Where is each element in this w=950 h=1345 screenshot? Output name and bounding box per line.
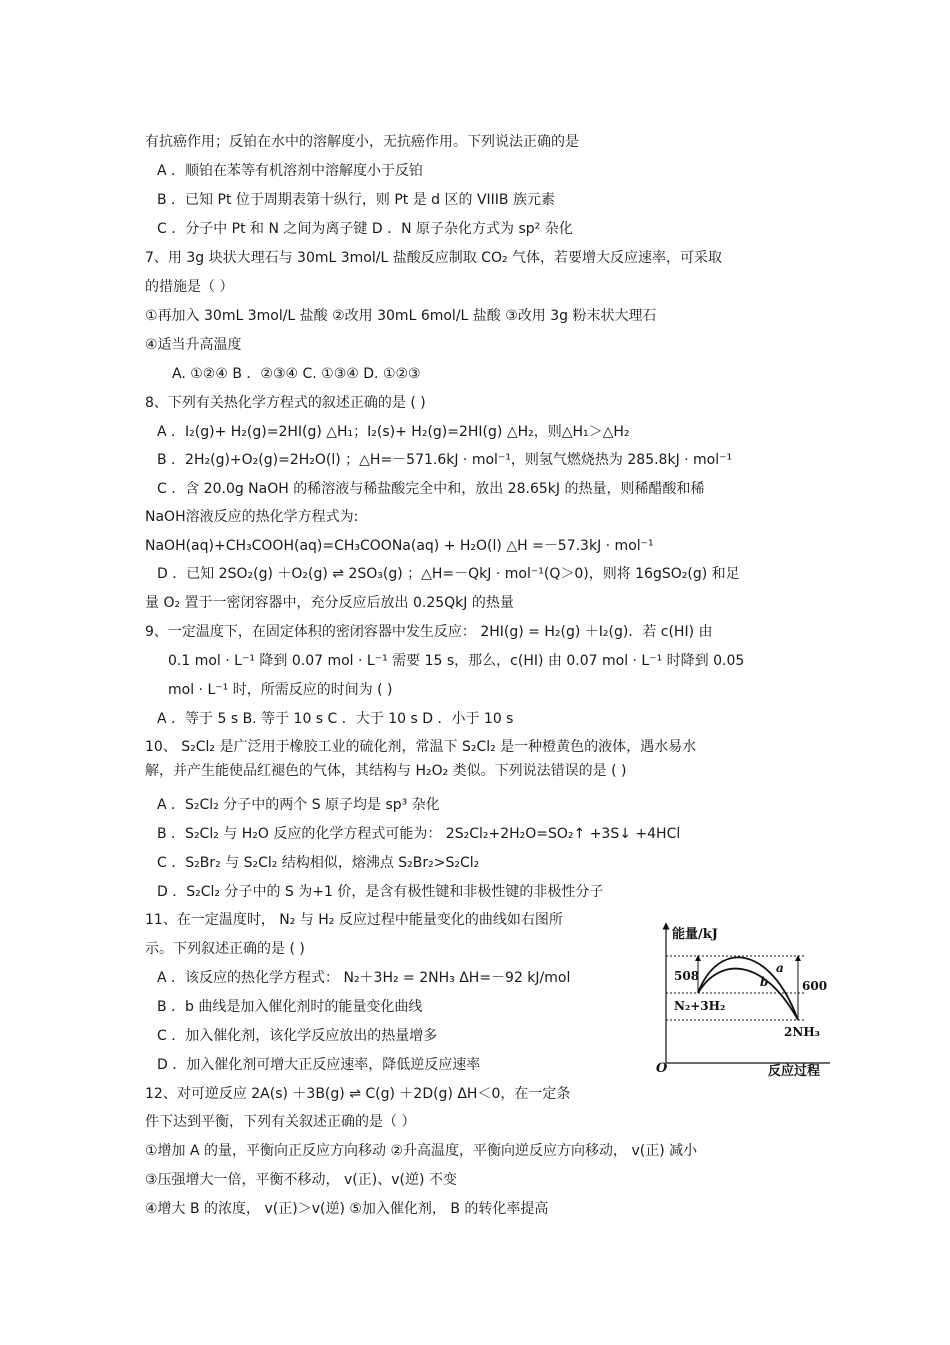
text-line: C ．含 20.0g NaOH 的稀溶液与稀盐酸完全中和，放出 28.65kJ 的热量，则稀醋酸和稀 [157,481,705,497]
y-axis-label: 能量/kJ [672,927,718,942]
text-line: A ．该反应的热化学方程式： N₂＋3H₂ = 2NH₃ ΔH=－92 kJ/mol [157,970,571,986]
origin-label: O [656,1061,668,1076]
text-line: 解，并产生能使品红褪色的气体，其结构与 H₂O₂ 类似。下列说法错误的是 ( ) [145,763,627,779]
text-line: 件下达到平衡，下列有关叙述正确的是（ ） [145,1114,416,1130]
text-line: 量 O₂ 置于一密闭容器中，充分反应后放出 0.25QkJ 的热量 [145,595,514,611]
text-line: A ．I₂(g)+ H₂(g)=2HI(g) △H₁；I₂(s)+ H₂(g)=2HI(g) △H₂，则△H₁＞△H₂ [157,424,630,440]
text-line: A. ①②④ B ．②③④ C. ①③④ D. ①②③ [172,366,421,382]
text-line: C ．分子中 Pt 和 N 之间为离子键 D ．N 原子杂化方式为 sp² 杂化 [157,221,573,237]
text-line: mol · L⁻¹ 时，所需反应的时间为 ( ) [168,682,393,698]
reactants-label: N₂+3H₂ [674,999,726,1013]
text-line: 8、下列有关热化学方程式的叙述正确的是 ( ) [145,395,426,411]
text-line: ①再加入 30mL 3mol/L 盐酸 ②改用 30mL 6mol/L 盐酸 ③改用 3g 粉末状大理石 [145,308,657,324]
text-line: 有抗癌作用；反铂在水中的溶解度小，无抗癌作用。下列说法正确的是 [145,134,579,150]
value-600: 600 [802,979,828,993]
text-line: 10、 S₂Cl₂ 是广泛用于橡胶工业的硫化剂，常温下 S₂Cl₂ 是一种橙黄色的液体，遇水易水 [145,739,697,755]
curve-b-label: b [760,975,769,989]
text-line: ①增加 A 的量，平衡向正反应方向移动 ②升高温度，平衡向逆反应方向移动， v(正) 减小 [145,1143,698,1159]
text-line: ④适当升高温度 [145,337,242,353]
text-line: 7、用 3g 块状大理石与 30mL 3mol/L 盐酸反应制取 CO₂ 气体，若要增大反应速率，可采取 [145,250,723,266]
products-label: 2NH₃ [784,1025,820,1039]
text-line: D ．S₂Cl₂ 分子中的 S 为+1 价，是含有极性键和非极性键的非极性分子 [157,884,604,900]
text-line: 12、对可逆反应 2A(s) ＋3B(g) ⇌ C(g) ＋2D(g) ΔH＜0，在一定条 [145,1086,571,1102]
text-line: D ．加入催化剂可增大正反应速率，降低逆反应速率 [157,1057,481,1073]
energy-diagram [652,918,837,1078]
text-line: 9、一定温度下，在固定体积的密闭容器中发生反应： 2HI(g) = H₂(g) ＋I₂(g)．若 c(HI) 由 [145,624,713,640]
text-line: ③压强增大一倍，平衡不移动， v(正)、v(逆) 不变 [145,1172,457,1188]
text-line: NaOH(aq)+CH₃COOH(aq)=CH₃COONa(aq) + H₂O(l) △H =－57.3kJ · mol⁻¹ [145,538,654,554]
text-line: 示。下列叙述正确的是 ( ) [145,941,305,957]
text-line: B ．b 曲线是加入催化剂时的能量变化曲线 [157,999,423,1015]
text-line: B ．已知 Pt 位于周期表第十纵行，则 Pt 是 d 区的 VIIIB 族元素 [157,192,555,208]
text-line: B ．S₂Cl₂ 与 H₂O 反应的化学方程式可能为： 2S₂Cl₂+2H₂O=SO₂↑ +3S↓ +4HCl [157,826,681,842]
text-line: 的措施是（ ） [145,279,234,295]
text-line: 0.1 mol · L⁻¹ 降到 0.07 mol · L⁻¹ 需要 15 s，那么，c(HI) 由 0.07 mol · L⁻¹ 时降到 0.05 [168,653,745,669]
text-line: 11、在一定温度时， N₂ 与 H₂ 反应过程中能量变化的曲线如右图所 [145,912,563,928]
text-line: B ．2H₂(g)+O₂(g)=2H₂O(l) ；△H=－571.6kJ · mol⁻¹，则氢气燃烧热为 285.8kJ · mol⁻¹ [157,452,733,468]
text-line: A ．顺铂在苯等有机溶剂中溶解度小于反铂 [157,163,424,179]
text-line: ④增大 B 的浓度， v(正)＞v(逆) ⑤加入催化剂， B 的转化率提高 [145,1201,549,1217]
text-line: D ．已知 2SO₂(g) ＋O₂(g) ⇌ 2SO₃(g) ；△H=－QkJ · mol⁻¹(Q＞0)，则将 16gSO₂(g) 和足 [157,566,740,582]
x-axis-label: 反应过程 [768,1064,821,1079]
curve-a-label: a [776,961,784,975]
text-line: A ．S₂Cl₂ 分子中的两个 S 原子均是 sp³ 杂化 [157,797,440,813]
text-line: C ．加入催化剂，该化学反应放出的热量增多 [157,1028,438,1044]
text-line: C ．S₂Br₂ 与 S₂Cl₂ 结构相似，熔沸点 S₂Br₂>S₂Cl₂ [157,855,480,871]
text-line: A ．等于 5 s B. 等于 10 s C ．大于 10 s D ．小于 10 s [157,711,514,727]
value-508: 508 [674,969,700,983]
text-line: NaOH溶液反应的热化学方程式为: [145,509,359,525]
